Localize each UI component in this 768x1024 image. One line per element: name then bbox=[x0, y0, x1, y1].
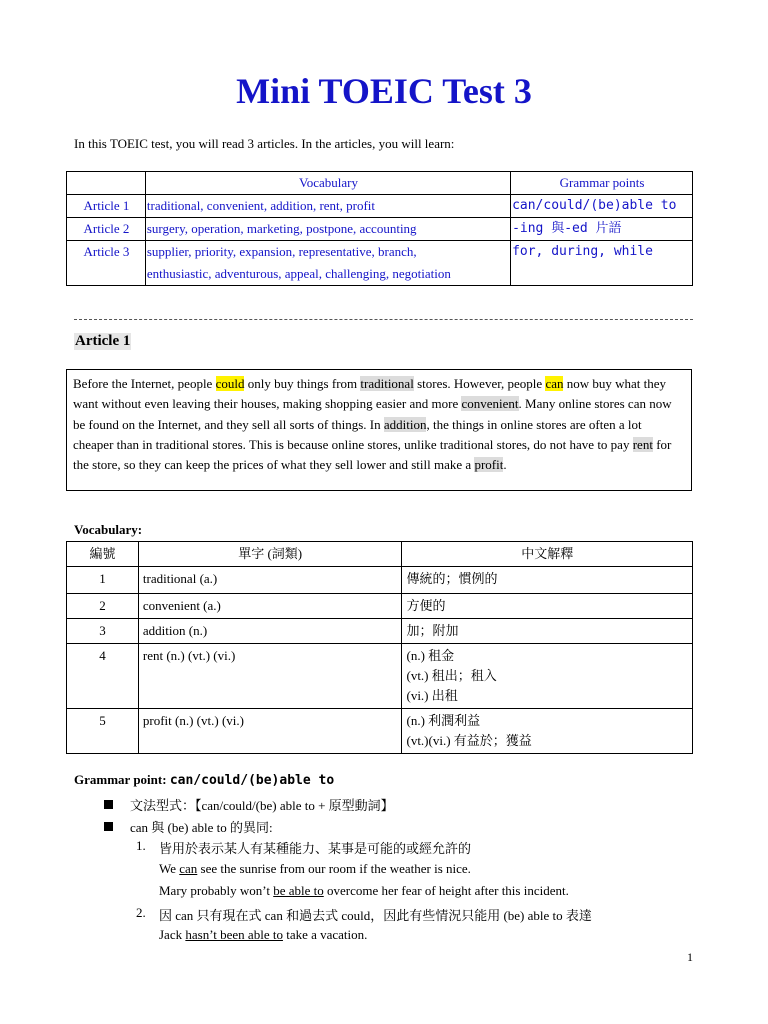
meaning-line: (n.) 利潤利益 bbox=[406, 713, 481, 728]
example-text: take a vacation. bbox=[282, 927, 368, 942]
page-title: Mini TOEIC Test 3 bbox=[236, 71, 532, 111]
article-name: Article 2 bbox=[67, 218, 146, 241]
intro-text: In this TOEIC test, you will read 3 articles. In the articles, you will learn: bbox=[74, 136, 455, 151]
vocab-line: supplier, priority, expansion, representative, branch, bbox=[146, 244, 417, 259]
vocab-meaning bbox=[402, 644, 693, 709]
highlight-gray: rent bbox=[632, 436, 653, 452]
highlight-gray: convenient bbox=[461, 396, 519, 412]
bullet-item bbox=[104, 795, 394, 814]
example-sentence bbox=[159, 861, 471, 877]
example-text: Jack bbox=[159, 927, 186, 942]
table-row bbox=[67, 218, 693, 241]
passage-text: stores. However, people bbox=[413, 376, 546, 391]
list-item: 因 can 只有現在式 can 和過去式 could，因此有些情況只能用 (be) able to 表達 bbox=[159, 908, 592, 923]
passage-text: for the store, so they can keep the prices of what they sell lower and still make a bbox=[73, 436, 672, 473]
table-header: 中文解釋 bbox=[402, 542, 693, 567]
table-header: 編號 bbox=[67, 542, 139, 567]
vocab-word: rent (n.) (vt.) (vi.) bbox=[138, 644, 402, 709]
bullet-text: 文法型式：【can/could/(be) able to + 原型動詞】 bbox=[130, 798, 394, 813]
article-name: Article 1 bbox=[67, 195, 146, 218]
table-header-row bbox=[67, 542, 693, 567]
meaning-line: (n.) 租金 bbox=[406, 648, 455, 663]
table-header: Grammar points bbox=[511, 172, 693, 195]
highlight-gray: profit bbox=[474, 457, 504, 473]
articles-table bbox=[66, 171, 693, 286]
table-header: Vocabulary bbox=[145, 172, 510, 195]
table-header: 單字 (詞類) bbox=[138, 542, 402, 567]
example-text: see the sunrise from our room if the weather is nice. bbox=[197, 861, 471, 876]
article-vocab: surgery, operation, marketing, postpone, accounting bbox=[145, 218, 510, 241]
example-text: We bbox=[159, 861, 180, 876]
vocab-line: enthusiastic, adventurous, appeal, challenging, negotiation bbox=[146, 266, 451, 281]
meaning-line: (vt.) 租出；租入 bbox=[406, 668, 497, 683]
vocab-number: 2 bbox=[67, 594, 139, 619]
article-grammar: can/could/(be)able to bbox=[511, 195, 693, 218]
bullet-item bbox=[104, 817, 273, 836]
underlined-text: can bbox=[179, 861, 198, 876]
vocab-label: Vocabulary: bbox=[74, 522, 143, 537]
square-bullet-icon bbox=[104, 800, 113, 809]
vocab-meaning bbox=[402, 709, 693, 754]
passage-text: now buy what they want without even leaving their houses, making shopping easier and more bbox=[73, 376, 667, 412]
vocab-meaning: 方便的 bbox=[402, 594, 693, 619]
article-vocab bbox=[145, 241, 510, 286]
highlight-yellow: can bbox=[545, 376, 564, 391]
square-bullet-icon bbox=[104, 822, 113, 831]
article-grammar: for, during, while bbox=[511, 241, 693, 286]
passage-text: . bbox=[503, 457, 507, 473]
section-heading: Article 1 bbox=[75, 333, 131, 349]
passage-text: , the things in online stores are often a lot cheaper than in traditional stores. This is because online stores, unlike traditional stores, do not have to pay bbox=[73, 416, 642, 452]
vocab-word: addition (n.) bbox=[138, 619, 402, 644]
passage-text: only buy things from bbox=[244, 376, 361, 391]
vocab-word: profit (n.) (vt.) (vi.) bbox=[138, 709, 402, 754]
vocab-number: 3 bbox=[67, 619, 139, 644]
table-row bbox=[67, 567, 693, 594]
vocab-word: convenient (a.) bbox=[138, 594, 402, 619]
table-row bbox=[67, 594, 693, 619]
vocab-meaning: 加；附加 bbox=[402, 619, 693, 644]
table-row bbox=[67, 644, 693, 709]
article-grammar: -ing 與-ed 片語 bbox=[511, 218, 693, 241]
article-name: Article 3 bbox=[67, 241, 146, 286]
article-vocab: traditional, convenient, addition, rent, profit bbox=[145, 195, 510, 218]
bullet-text: can 與 (be) able to 的異同: bbox=[130, 820, 273, 835]
passage-text: . Many online stores can now be found on the Internet, and they sell all sorts of things. In bbox=[73, 396, 672, 432]
article-passage bbox=[66, 369, 692, 491]
table-row bbox=[67, 195, 693, 218]
vocab-number: 5 bbox=[67, 709, 139, 754]
dashed-divider bbox=[74, 319, 693, 320]
table-row bbox=[67, 709, 693, 754]
underlined-text: be able to bbox=[273, 883, 324, 898]
list-item: 皆用於表示某人有某種能力、某事是可能的或經允許的 bbox=[159, 841, 472, 856]
list-number: 1. bbox=[136, 838, 146, 853]
vocab-table bbox=[66, 541, 693, 754]
table-row bbox=[67, 619, 693, 644]
example-text: overcome her fear of height after this incident. bbox=[323, 883, 569, 898]
table-header bbox=[67, 172, 146, 195]
example-text: Mary probably won’t bbox=[159, 883, 274, 898]
list-number: 2. bbox=[136, 905, 146, 920]
vocab-number: 4 bbox=[67, 644, 139, 709]
example-sentence bbox=[159, 883, 569, 899]
table-row bbox=[67, 241, 693, 286]
vocab-meaning: 傳統的；慣例的 bbox=[402, 567, 693, 594]
grammar-point: can/could/(be)able to bbox=[169, 773, 335, 788]
passage-text: Before the Internet, people bbox=[73, 376, 216, 391]
vocab-number: 1 bbox=[67, 567, 139, 594]
page-number: 1 bbox=[687, 950, 693, 964]
meaning-line: (vt.)(vi.) 有益於；獲益 bbox=[406, 733, 532, 748]
highlight-gray: addition bbox=[383, 416, 427, 432]
underlined-text: hasn’t been able to bbox=[185, 927, 283, 942]
table-header-row bbox=[67, 172, 693, 195]
highlight-yellow: could bbox=[215, 376, 245, 391]
grammar-label-text: Grammar point: bbox=[74, 772, 170, 787]
highlight-gray: traditional bbox=[360, 376, 414, 391]
example-sentence bbox=[159, 927, 367, 943]
meaning-line: (vi.) 出租 bbox=[406, 688, 458, 703]
vocab-word: traditional (a.) bbox=[138, 567, 402, 594]
grammar-label bbox=[74, 772, 334, 788]
